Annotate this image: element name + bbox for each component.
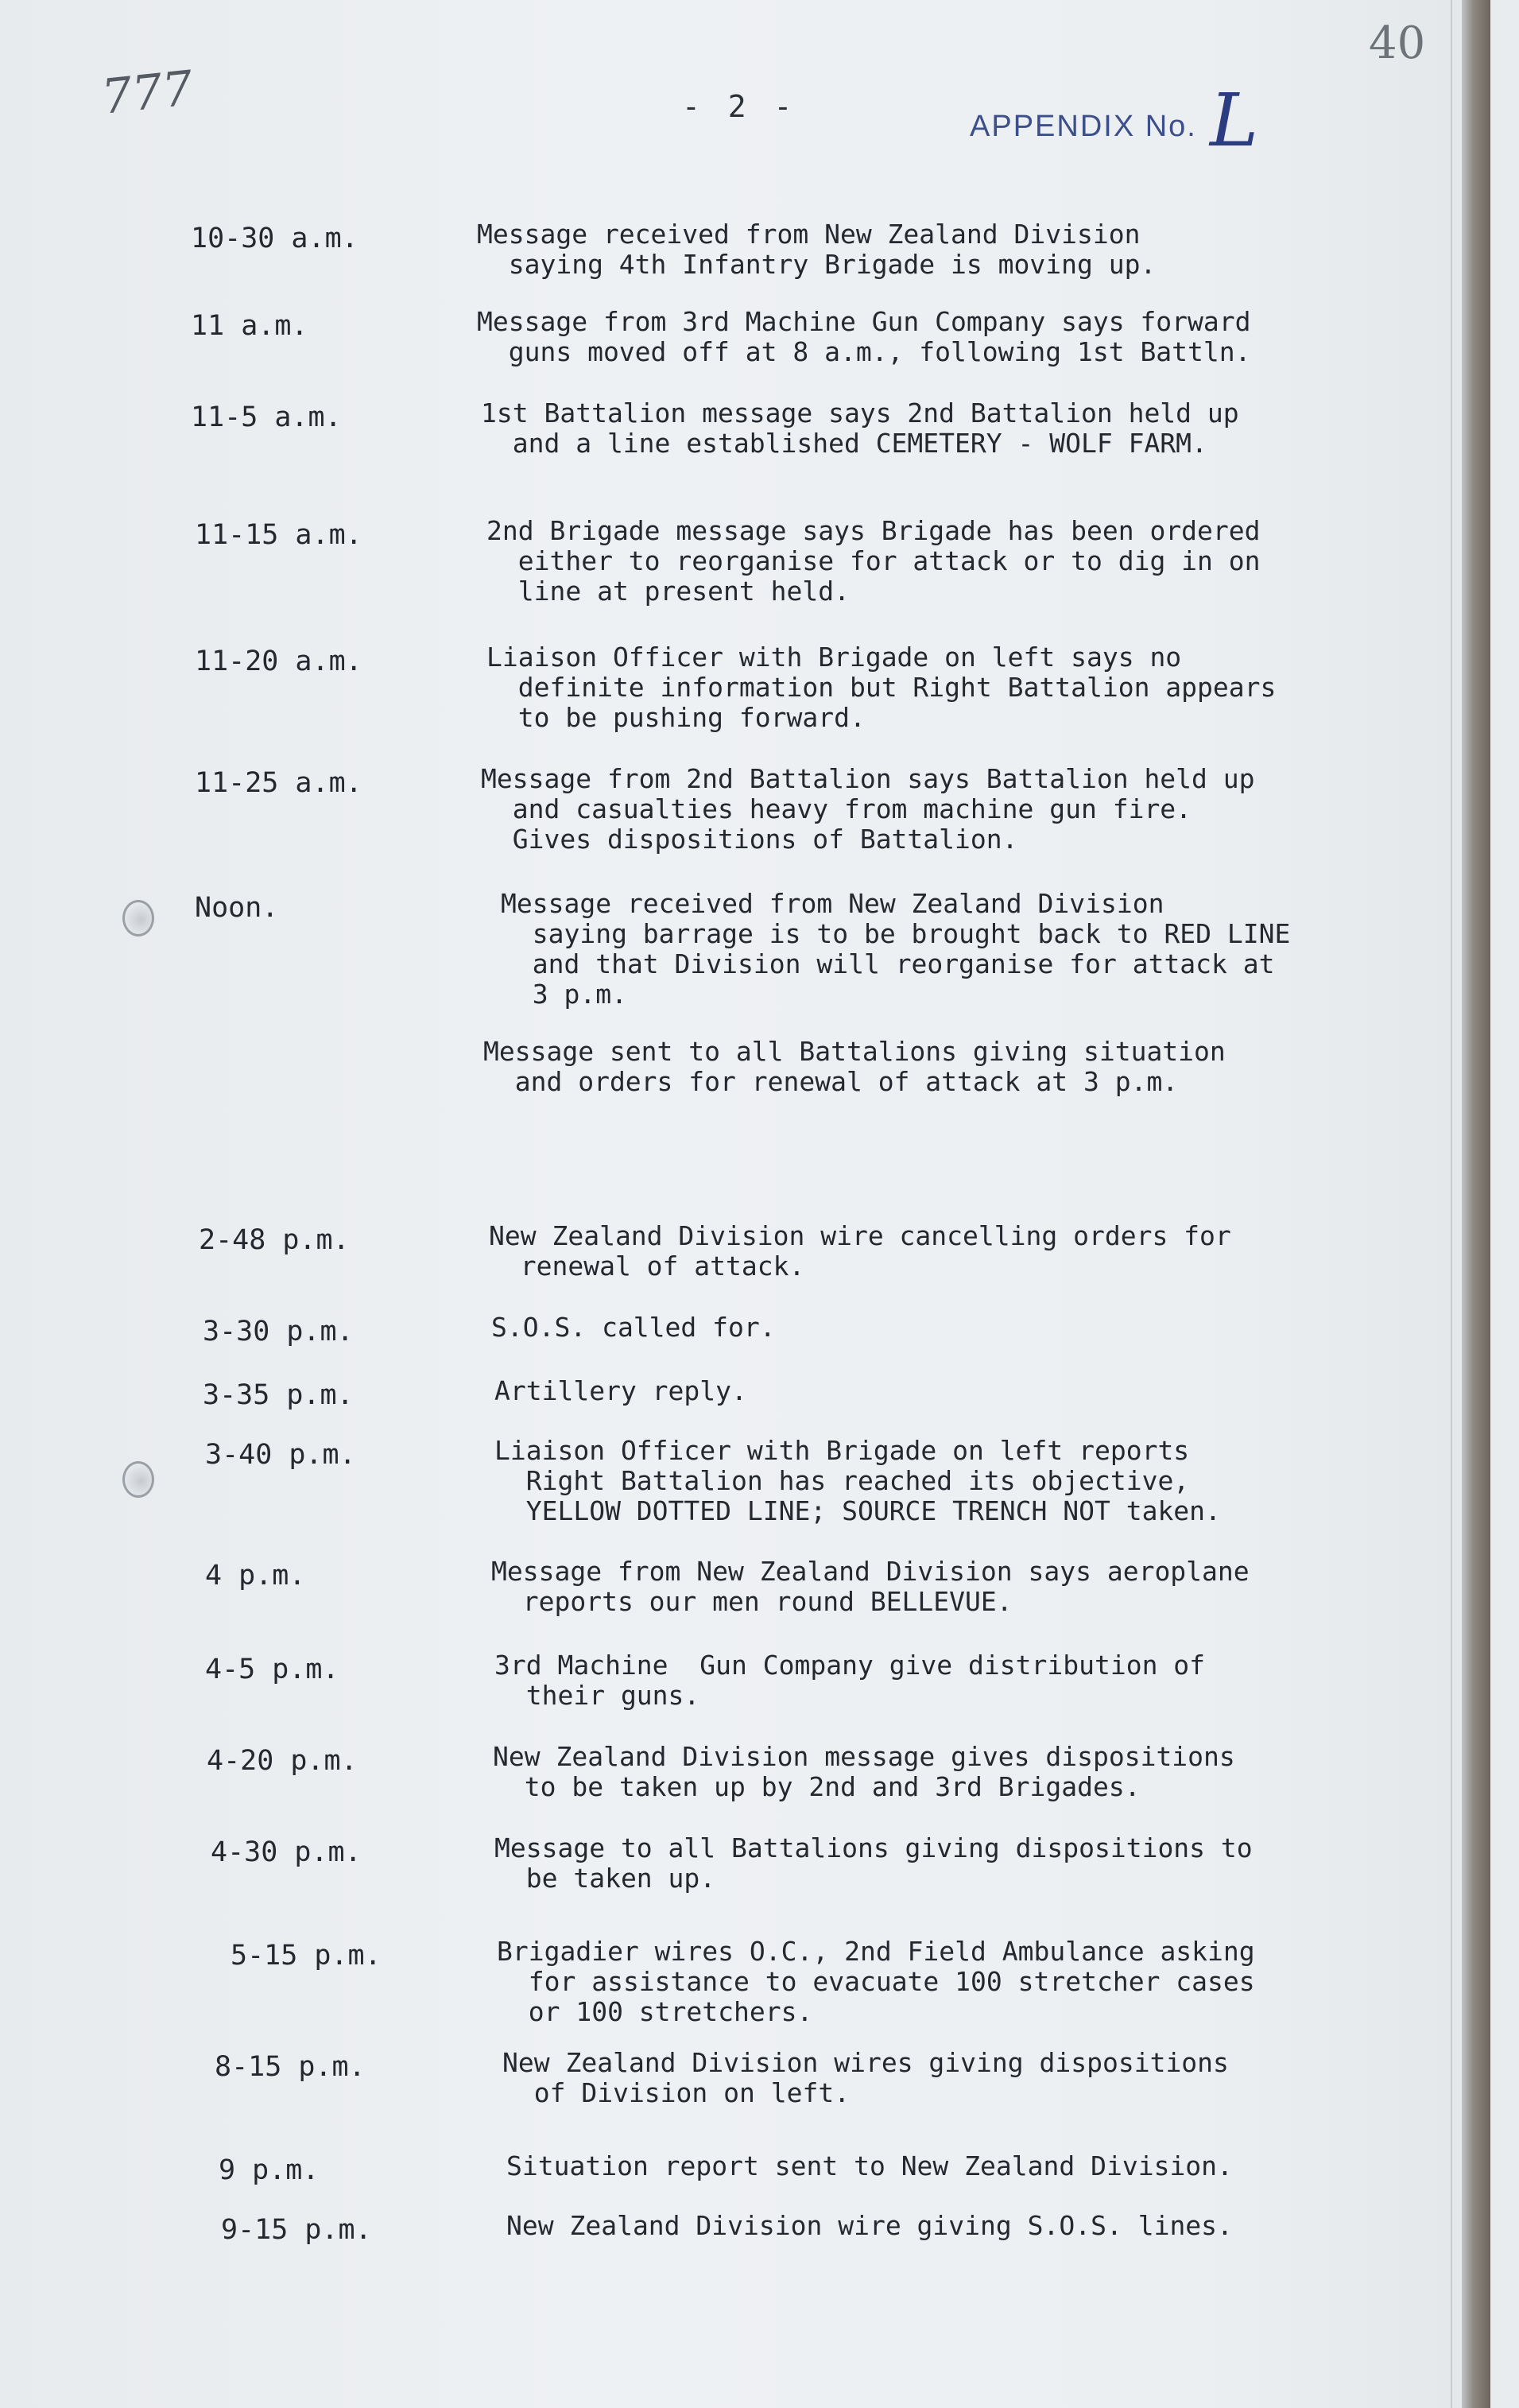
punch-hole <box>122 1461 154 1498</box>
entry-time: 8-15 p.m. <box>215 2051 366 2083</box>
entry-time: 10-30 a.m. <box>191 223 358 254</box>
entry-time: 4-20 p.m. <box>207 1745 358 1777</box>
entry-text <box>481 398 1239 459</box>
entry-text <box>491 1313 776 1343</box>
handwritten-reference-number: 777 <box>99 60 196 126</box>
entry-text <box>493 1742 1235 1802</box>
entry-text <box>502 2048 1229 2108</box>
entry-line: 3rd Machine Gun Company give distribution of <box>494 1650 1206 1681</box>
entry-line: reports our men round BELLEVUE. <box>491 1586 1013 1617</box>
entry-line: 1st Battalion message says 2nd Battalion held up <box>481 397 1239 428</box>
entry-line: guns moved off at 8 a.m., following 1st Battln. <box>477 336 1251 367</box>
entry-time: 3-40 p.m. <box>205 1439 356 1471</box>
entry-line: renewal of attack. <box>489 1251 805 1282</box>
entry-line: for assistance to evacuate 100 stretcher cases <box>497 1966 1255 1997</box>
entry-time: 4-30 p.m. <box>211 1836 362 1868</box>
entry-text <box>506 2151 1233 2181</box>
entry-line: 2nd Brigade message says Brigade has been ordered <box>486 515 1261 546</box>
entry-time: 11-15 a.m. <box>195 519 362 551</box>
entry-time: 11-25 a.m. <box>195 767 362 799</box>
entry-line: Message from New Zealand Division says aeroplane <box>491 1556 1250 1587</box>
punch-hole <box>122 900 154 936</box>
entry-time: 2-48 p.m. <box>199 1224 350 1256</box>
entry-time: 5-15 p.m. <box>231 1940 382 1972</box>
entry-text <box>494 1650 1205 1711</box>
entry-time: 11 a.m. <box>191 310 308 342</box>
entry-line: and casualties heavy from machine gun fire. <box>481 793 1192 824</box>
entry-time: 11-5 a.m. <box>191 401 342 433</box>
entry-text <box>477 219 1156 280</box>
entry-time: 9-15 p.m. <box>221 2214 372 2246</box>
entry-time: Noon. <box>195 892 279 924</box>
entry-line: definite information but Right Battalion appears <box>486 672 1277 703</box>
entry-time: 4 p.m. <box>205 1560 306 1592</box>
entry-line: New Zealand Division wires giving dispositions <box>502 2047 1229 2078</box>
entry-text <box>483 1037 1226 1097</box>
entry-text <box>481 764 1255 855</box>
entry-line: Message from 2nd Battalion says Battalion held up <box>481 763 1255 794</box>
entry-line: to be pushing forward. <box>486 702 866 733</box>
entry-line: Message to all Battalions giving dispositions to <box>494 1832 1253 1863</box>
entry-line: Message sent to all Battalions giving situation <box>483 1036 1226 1067</box>
entry-time: 3-35 p.m. <box>203 1379 354 1411</box>
entry-line: or 100 stretchers. <box>497 1996 813 2027</box>
binder-edge <box>1462 0 1490 2408</box>
entry-text <box>494 1376 747 1406</box>
entry-line: New Zealand Division wire cancelling orders for <box>489 1220 1231 1251</box>
entry-line: either to reorganise for attack or to dig in on <box>486 545 1261 576</box>
entry-line: and orders for renewal of attack at 3 p.m. <box>483 1066 1179 1097</box>
entry-line: of Division on left. <box>502 2077 851 2108</box>
entry-text <box>489 1221 1231 1282</box>
entry-time: 11-20 a.m. <box>195 646 362 677</box>
entry-line: YELLOW DOTTED LINE; SOURCE TRENCH NOT taken. <box>494 1495 1221 1526</box>
entry-line: Message from 3rd Machine Gun Company says forward <box>477 306 1251 337</box>
entry-text <box>494 1833 1253 1894</box>
folio-number: 40 <box>1369 17 1426 69</box>
entry-line: be taken up. <box>494 1863 716 1894</box>
page-fold-line <box>1451 0 1452 2408</box>
entry-text <box>494 1436 1221 1526</box>
entry-line: 3 p.m. <box>501 979 627 1010</box>
entry-line: saying barrage is to be brought back to RED LINE <box>501 918 1291 949</box>
entry-line: Liaison Officer with Brigade on left says no <box>486 642 1182 673</box>
entry-line: saying 4th Infantry Brigade is moving up. <box>477 249 1157 280</box>
entry-line: their guns. <box>494 1680 700 1711</box>
entry-time: 4-5 p.m. <box>205 1654 339 1685</box>
entry-line: and that Division will reorganise for attack at <box>501 948 1275 979</box>
entry-line: Right Battalion has reached its objective, <box>494 1465 1190 1496</box>
entry-line: Brigadier wires O.C., 2nd Field Ambulance asking <box>497 1936 1255 1967</box>
entry-line: Situation report sent to New Zealand Division. <box>506 2150 1233 2181</box>
entry-line: Gives dispositions of Battalion. <box>481 824 1018 855</box>
entry-line: New Zealand Division wire giving S.O.S. lines. <box>506 2210 1233 2241</box>
entry-text <box>486 516 1261 607</box>
entry-line: line at present held. <box>486 576 850 607</box>
entry-line: S.O.S. called for. <box>491 1312 776 1343</box>
entry-line: and a line established CEMETERY - WOLF FARM. <box>481 428 1207 459</box>
entry-line: Message received from New Zealand Division <box>501 888 1164 919</box>
entry-line: Artillery reply. <box>494 1375 747 1406</box>
entry-time: 3-30 p.m. <box>203 1316 354 1347</box>
appendix-stamp: APPENDIX No. <box>970 110 1197 143</box>
entry-text <box>497 1937 1255 2027</box>
entry-text <box>477 307 1251 367</box>
entry-text <box>486 642 1276 733</box>
entry-line: New Zealand Division message gives dispositions <box>493 1741 1235 1772</box>
entry-text <box>501 889 1290 1010</box>
entry-time: 9 p.m. <box>219 2154 320 2186</box>
entry-line: Message received from New Zealand Division <box>477 219 1141 250</box>
entry-line: to be taken up by 2nd and 3rd Brigades. <box>493 1771 1141 1802</box>
appendix-letter: L <box>1210 78 1259 163</box>
entry-text <box>506 2211 1233 2241</box>
page-number: - 2 - <box>682 89 797 124</box>
entry-text <box>491 1557 1250 1617</box>
entry-line: Liaison Officer with Brigade on left reports <box>494 1435 1190 1466</box>
